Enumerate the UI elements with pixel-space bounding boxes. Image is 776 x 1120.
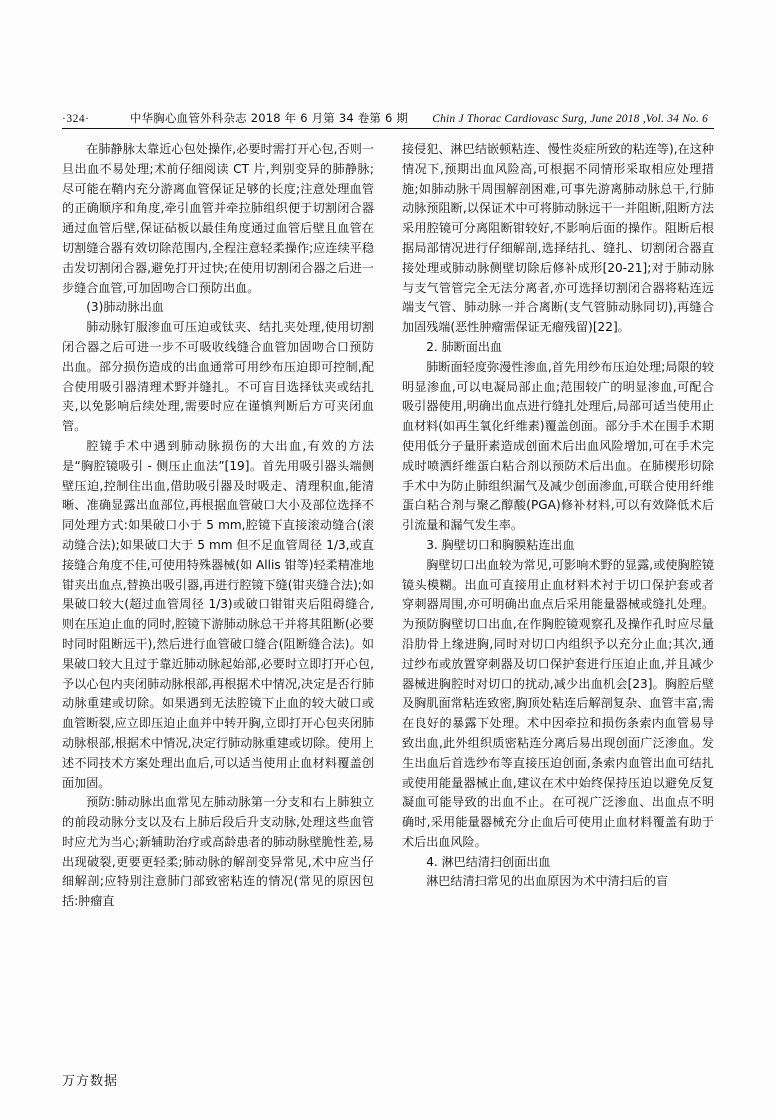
subheading: 3. 胸壁切口和胸膜粘连出血 xyxy=(426,537,575,552)
subheading: (3)肺动脉出血 xyxy=(86,300,164,315)
header-rule xyxy=(62,128,714,129)
paragraph: 肺断面轻度弥漫性渗血,首先用纱布压迫处理;局限的较明显渗血,可以电凝局部止血;范围较广的明显渗血,可配合吸引器使用,明确出血点进行缝扎处理后,局部可适当使用止血材料(如再生氧化纤维素)覆盖创面。部分手术在围手术期使用低分子量肝素造成创面术后出血风险增加,可在手术完成时喷洒纤维蛋白粘合剂以预防术后出血。在肺楔形切除手术中为防止肺组织漏气及减少创面渗血,可联合使用纤维蛋白粘合剂与聚乙醇酸(PGA)修补材料,可以有效降低术后引流量和漏气发生率。 xyxy=(402,359,714,533)
page-header xyxy=(62,110,714,126)
paragraph: 接侵犯、淋巴结嵌顿粘连、慢性炎症所致的粘连等),在这种情况下,预期出血风险高,可根据不同情形采取相应处理措施;如肺动脉干周围解剖困难,可事先游离肺动脉总干,行肺动脉预阻断,以保证术中可将肺动脉远干一并阻断,阻断方法采用腔镜可分离阻断钳较好,不影响后面的操作。阻断后根据局部情况进行仔细解剖,选择结扎、缝扎、切割闭合器直接处理或肺动脉侧壁切除后修补成形[20-21];对于肺动脉与支气管管完全无法分离者,亦可选择切割闭合器将粘连远端支气管、肺动脉一并合离断(支气管肺动脉同切),再缝合加固残端(恶性肿瘤需保证无瘤残留)[22]。 xyxy=(402,142,714,335)
paragraph: 预防:肺动脉出血常见左肺动脉第一分支和右上肺独立的前段动脉分支以及右上肺后段后升支动脉,处理这些血管时应尤为当心;新辅助治疗或高龄患者的肺动脉壁脆性差,易出现破裂,更要更轻柔;肺动脉的解剖变异常见,术中应当仔细解剖;应特别注意肺门部致密粘连的情况(常见的原因包括:肿瘤直 xyxy=(62,795,374,909)
right-column xyxy=(402,140,714,1040)
running-head-english: Chin J Thorac Cardiovasc Surg, June 2018 ,Vol. 34 No. 6 xyxy=(432,113,709,125)
running-head-chinese: 中华胸心血管外科杂志 2018 年 6 月第 34 卷第 6 期 xyxy=(129,111,409,125)
paragraph: 胸壁切口出血较为常见,可影响术野的显露,或使胸腔镜镜头模糊。出血可直接用止血材料术衬于切口保护套或者穿刺器周围,亦可明确出血点后采用能量器械或缝扎处理。为预防胸壁切口出血,在作胸腔镜观察孔及操作孔时应尽量沿肋骨上缘进胸,同时对切口内组织予以充分止血;其次,通过纱布或放置穿刺器及切口保护套进行压迫止血,并且减少器械进胸腔时对切口的扰动,减少出血机会[23]。胸腔后壁及胸肌面常粘连致密,胸顶处粘连后解剖复杂、血管丰富,需在良好的暴露下处理。术中因牵拉和损伤条索内血管易导致出血,此外组织质密粘连分离后易出现创面广泛渗血。发生出血后首选纱布等直接压迫创面,条索内血管出血可结扎或使用能量器械止血,建议在术中始终保持压迫以避免反复凝血可能导致的出血不止。在可视广泛渗血、出血点不明确时,采用能量器械充分止血后可使用止血材料覆盖有助于术后出血风险。 xyxy=(402,557,714,849)
paragraph: 肺动脉钉服渗血可压迫或钛夹、结扎夹处理,使用切割闭合器之后可进一步不可吸收线缝合血管加固吻合口预防出血。部分损伤造成的出血通常可用纱布压迫即可控制,配合使用吸引器清理术野并缝扎。不可盲目选择钛夹或结扎夹,以免影响后续处理,需要时应在谨慎判断后方可夹闭血管。 xyxy=(62,320,374,434)
database-watermark: 万方数据 xyxy=(62,1074,119,1089)
body-columns xyxy=(62,140,714,1040)
paragraph: 淋巴结清扫常见的出血原因为术中清扫后的盲 xyxy=(426,874,669,889)
left-column xyxy=(62,140,374,1040)
running-head xyxy=(124,110,714,126)
paragraph: 在肺静脉太靠近心包处操作,必要时需打开心包,否则一旦出血不易处理;术前仔细阅读 CT 片,判别变异的肺静脉;尽可能在鞘内充分游离血管保证足够的长度;注意处理血管的正确顺序和角度,牵引血管并牵拉肺组织便于切割闭合器通过血管后壁,保证砧板以最佳角度通过血管后壁且血管在切割缝合器有效切除范围内,全程注意轻柔操作;应连续平稳击发切割闭合器,避免打开过快;在使用切割闭合器之后进一步缝合血管,可加固吻合口预防出血。 xyxy=(62,142,374,295)
subheading: 4. 淋巴结清扫创面出血 xyxy=(426,854,551,869)
paragraph: 腔镜手术中遇到肺动脉损伤的大出血,有效的方法是“胸腔镜吸引 - 侧压止血法”[19]。首先用吸引器头端侧壁压迫,控制住出血,借助吸引器及时吸走、清理积血,能清晰、准确显露出血部位,再根据血管破口大小及部位选择不同处理方式:如果破口小于 5 mm,腔镜下直接滚动缝合(滚动缝合法);如果破口大于 5 mm 但不足血管周径 1/3,或直接缝合角度不佳,可使用特殊器械(如 Allis 钳等)轻柔精准地钳夹出血点,替换出吸引器,再进行腔镜下缝(钳夹缝合法);如果破口较大(超过血管周径 1/3)或破口钳钳夹后阻碍缝合,则在压迫止血的同时,腔镜下游肺动脉总干并将其阻断(必要时同时阻断远干),然后进行血管破口缝合(阻断缝合法)。如果破口较大且过于靠近肺动脉起始部,必要时立即打开心包,予以心包内夹闭肺动脉根部,再根据术中情况,决定是否行肺动脉重建或切除。如果遇到无法腔镜下止血的较大破口或血管断裂,应立即压迫止血并中转开胸,立即打开心包夹闭肺动脉根部,根据术中情况,决定行肺动脉重建或切除。使用上述不同技术方案处理出血后,可以适当使用止血材料覆盖创面加固。 xyxy=(62,438,374,790)
folio-number: ·324· xyxy=(62,113,90,125)
subheading: 2. 肺断面出血 xyxy=(426,339,503,354)
